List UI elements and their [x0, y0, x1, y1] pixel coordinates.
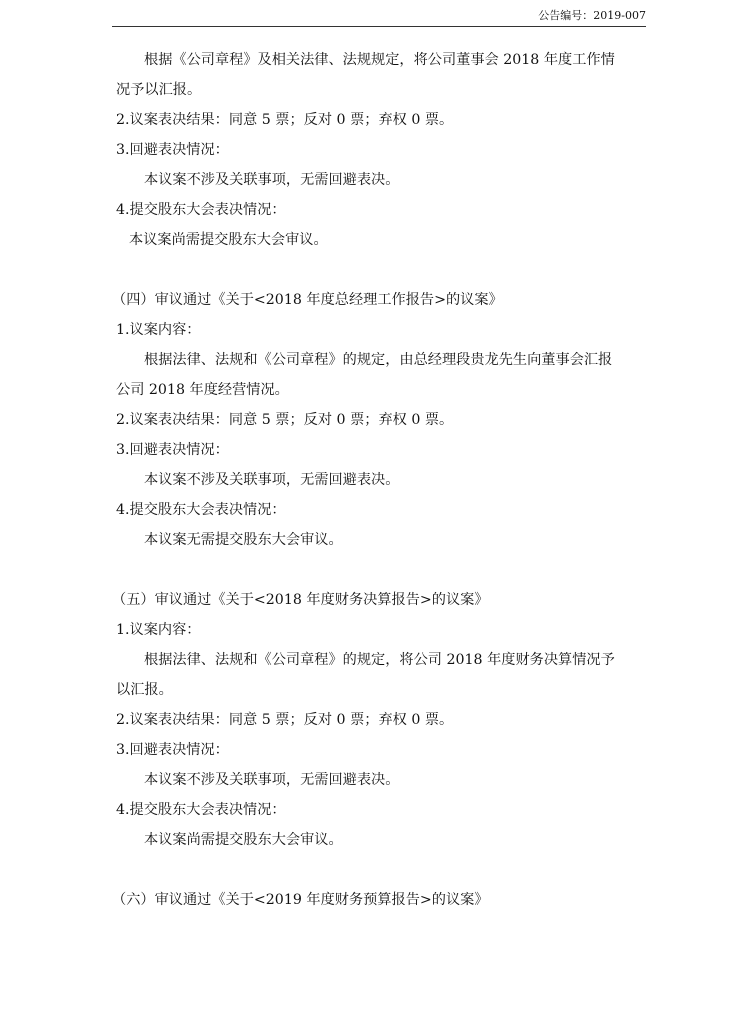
- shareholder-vote-text: 本议案尚需提交股东大会审议。: [129, 232, 328, 248]
- paragraph-line: 况予以汇报。: [116, 82, 202, 98]
- shareholder-vote-heading: 4.提交股东大会表决情况：: [116, 802, 286, 818]
- paragraph-line: 公司 2018 年度经营情况。: [116, 382, 289, 398]
- shareholder-vote-heading: 4.提交股东大会表决情况：: [116, 202, 286, 218]
- paragraph-line: 根据法律、法规和《公司章程》的规定，将公司 2018 年度财务决算情况予: [144, 652, 615, 668]
- vote-result-line: 2.议案表决结果：同意 5 票；反对 0 票；弃权 0 票。: [116, 112, 454, 128]
- proposal-content-heading: 1.议案内容：: [116, 622, 201, 638]
- vote-result-line: 2.议案表决结果：同意 5 票；反对 0 票；弃权 0 票。: [116, 712, 454, 728]
- recusal-text: 本议案不涉及关联事项，无需回避表决。: [144, 772, 400, 788]
- shareholder-vote-heading: 4.提交股东大会表决情况：: [116, 502, 286, 518]
- recusal-heading: 3.回避表决情况：: [116, 142, 229, 158]
- shareholder-vote-text: 本议案无需提交股东大会审议。: [144, 532, 343, 548]
- paragraph-line: 根据法律、法规和《公司章程》的规定，由总经理段贵龙先生向董事会汇报: [144, 352, 613, 368]
- announcement-number: 公告编号：2019-007: [112, 6, 646, 27]
- paragraph-line: 以汇报。: [116, 682, 173, 698]
- vote-result-line: 2.议案表决结果：同意 5 票；反对 0 票；弃权 0 票。: [116, 412, 454, 428]
- section-heading-5: （五）审议通过《关于<2018 年度财务决算报告>的议案》: [112, 592, 489, 608]
- section-heading-4: （四）审议通过《关于<2018 年度总经理工作报告>的议案》: [112, 292, 503, 308]
- proposal-content-heading: 1.议案内容：: [116, 322, 201, 338]
- recusal-heading: 3.回避表决情况：: [116, 742, 229, 758]
- recusal-heading: 3.回避表决情况：: [116, 442, 229, 458]
- recusal-text: 本议案不涉及关联事项，无需回避表决。: [144, 172, 400, 188]
- shareholder-vote-text: 本议案尚需提交股东大会审议。: [144, 832, 343, 848]
- paragraph-line: 根据《公司章程》及相关法律、法规规定，将公司董事会 2018 年度工作情: [144, 52, 615, 68]
- section-heading-6: （六）审议通过《关于<2019 年度财务预算报告>的议案》: [112, 892, 489, 908]
- recusal-text: 本议案不涉及关联事项，无需回避表决。: [144, 472, 400, 488]
